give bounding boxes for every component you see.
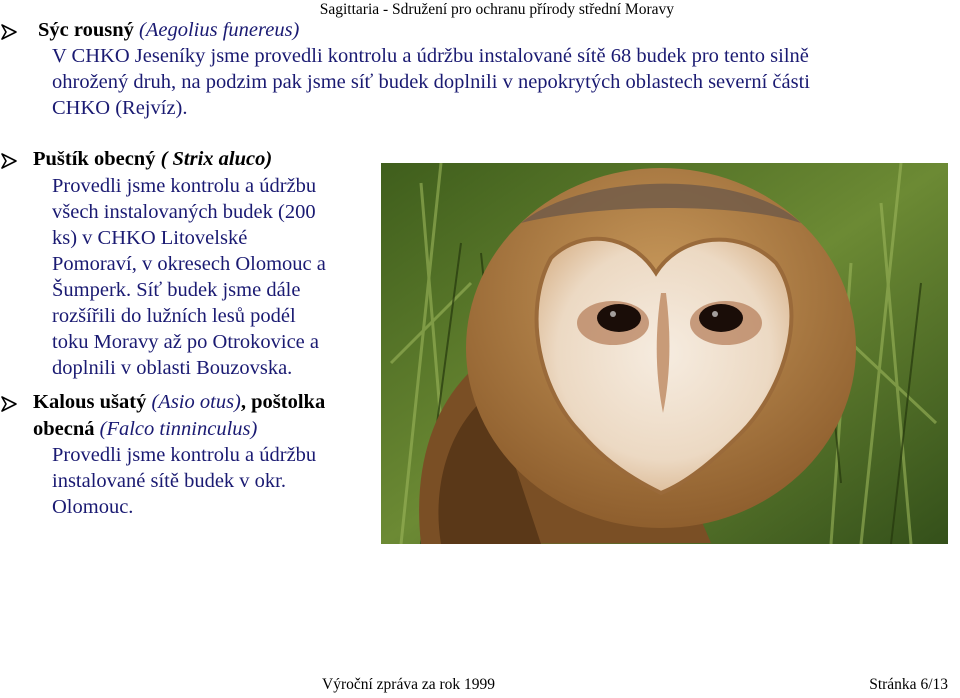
barn-owl-photo [381,163,948,544]
section-heading [33,391,325,414]
bullet-arrow-icon [0,151,20,171]
species-latin-name: (Aegolius funereus) [139,19,300,41]
page-header-title: Sagittaria - Sdružení pro ochranu přírody střední Moravy [319,1,674,18]
body-line: Pomoraví, v okresech Olomouc a [52,253,326,275]
body-line: rozšířili do lužních lesů podél [52,305,296,327]
body-line: instalované sítě budek v okr. [52,470,286,492]
heading-separator: , [240,391,247,413]
species-common-name-3: obecná [33,418,95,440]
section-heading-cont [33,418,257,441]
body-line: CHKO (Rejvíz). [52,97,188,119]
species-latin-name: (Asio otus) [151,391,241,413]
species-common-name: Kalous ušatý [33,391,147,413]
section-heading [38,19,299,42]
body-line: ohrožený druh, na podzim pak jsme síť budek doplnili v nepokrytých oblastech severní části [52,71,810,93]
species-common-name-2: poštolka [251,391,326,413]
body-line: doplnili v oblasti Bouzovska. [52,357,293,379]
barn-owl-illustration [381,163,948,544]
body-line: Provedli jsme kontrolu a údržbu [52,175,317,197]
body-line: Šumperk. Síť budek jsme dále [52,279,301,301]
body-line: Provedli jsme kontrolu a údržbu [52,444,317,466]
species-common-name: Sýc rousný [38,19,134,41]
body-line: všech instalovaných budek (200 [52,201,316,223]
bullet-arrow-icon [0,394,20,414]
section-heading [33,148,272,171]
body-line: Olomouc. [52,496,134,518]
species-latin-name: ( Strix aluco) [160,148,273,170]
footer-page-number: Stránka 6/13 [869,676,948,693]
footer-report-title: Výroční zpráva za rok 1999 [322,676,496,693]
body-line: ks) v CHKO Litovelské [52,227,248,249]
species-latin-name-2: (Falco tinninculus) [99,418,258,440]
species-common-name: Puštík obecný [33,148,156,170]
body-line: V CHKO Jeseníky jsme provedli kontrolu a údržbu instalované sítě 68 budek pro tento silně [52,45,809,67]
bullet-arrow-icon [0,22,20,42]
body-line: toku Moravy až po Otrokovice a [52,331,319,353]
